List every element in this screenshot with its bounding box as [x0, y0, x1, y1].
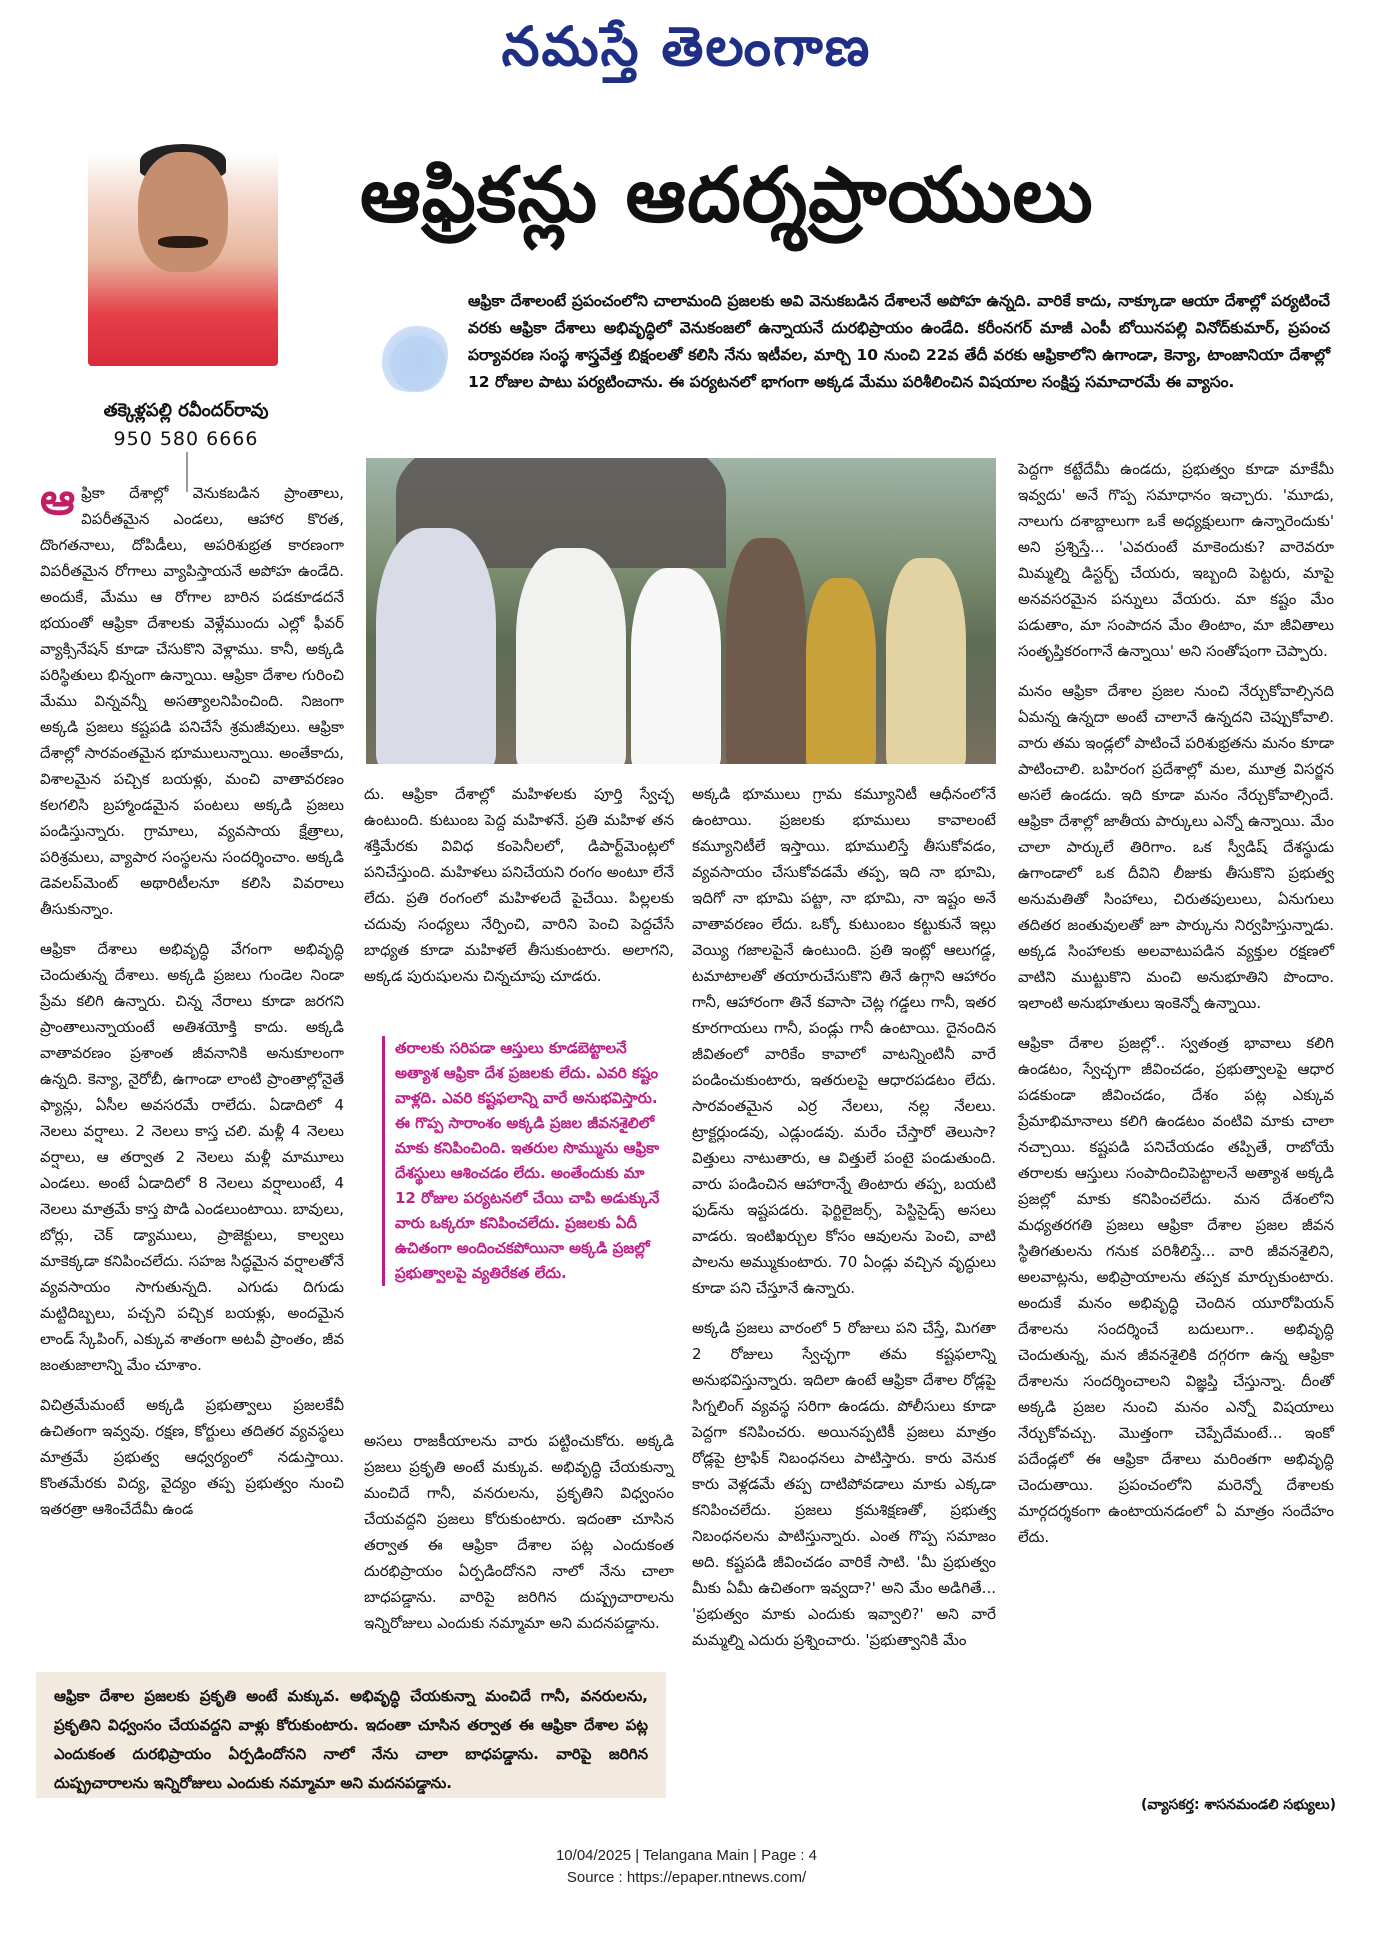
- author-phone: 950 580 6666: [113, 428, 259, 450]
- author-name: తక్కెళ్లపల్లి రవీందర్‌రావు: [103, 400, 269, 421]
- column-3: [692, 781, 996, 1667]
- highlight-box: ఆఫ్రికా దేశాల ప్రజలకు ప్రకృతి అంటే మక్కువ. అభివృద్ధి చేయకున్నా మంచిదే గానీ, వనరులను, ప్రకృతిని విధ్వంసం చేయవద్దని వాళ్లు కోరుకుంటారు. ఇదంతా చూసిన తర్వాత ఈ ఆఫ్రికా దేశాల పట్ల ఎందుకంత దురభిప్రాయం ఏర్పడిందోనని నాలో నేను చాలా బాధపడ్డాను. వారిపై జరిగిన దుష్ప్రచారాలను ఇన్నిరోజులు ఎందుకు నమ్మామా అని మదనపడ్డాను.: [36, 1672, 666, 1798]
- author-photo: [88, 128, 278, 366]
- drop-cap: ఆ: [40, 474, 76, 525]
- article-photo: [366, 458, 996, 764]
- paragraph: దు. ఆఫ్రికా దేశాల్లో మహిళలకు పూర్తి స్వేచ్ఛ ఉంటుంది. కుటుంబ పెద్ద మహిళనే. ప్రతి మహిళ తన శక్తిమేరకు వివిధ కంపెనీలలో, డిపార్ట్‌మెంట్లలో పనిచేస్తుంది. మహిళలు పనిచేయని రంగం అంటూ లేనే లేదు. ప్రతి రంగంలో మహిళలదే పైచేయి. పిల్లలకు చదువు సంధ్యలు నేర్పించి, వారిని పెంచి పెద్దచేసే బాధ్యత కూడా మహిళలే తీసుకుంటారు. అలాగని, అక్కడ పురుషులను చిన్నచూపు చూడరు.: [364, 785, 674, 985]
- column-2-top: [364, 781, 674, 1003]
- person-figure: [516, 548, 626, 764]
- person-figure: [886, 558, 966, 764]
- column-4: [1018, 456, 1334, 1564]
- article-intro: ఆఫ్రికా దేశాలంటే ప్రపంచంలోని చాలామంది ప్రజలకు అవి వెనుకబడిన దేశాలనే అపోహ ఉన్నది. వారికే కాదు, నాక్కూడా ఆయా దేశాల్లో పర్యటించే వరకు ఆఫ్రికా దేశాలు అభివృద్ధిలో వెనుకంజలో ఉన్నాయనే దురభిప్రాయం ఉండేది. కరీంనగర్ మాజీ ఎంపీ బోయినపల్లి వినోద్‌కుమార్, ప్రపంచ పర్యావరణ సంస్థ శాస్త్రవేత్త బిక్షంలతో కలిసి నేను ఇటీవల, మార్చి 10 నుంచి 22వ తేదీ వరకు ఆఫ్రికాలోని ఉగాండా, కెన్యా, టాంజానియా దేశాల్లో 12 రోజుల పాటు పర్యటించాను. ఈ పర్యటనలో భాగంగా అక్కడ మేము పరిశీలించిన విషయాల సంక్షిప్త సమాచారమే ఈ వ్యాసం.: [468, 292, 1330, 391]
- page-footer: [0, 1845, 1373, 1889]
- paragraph: ఆఫ్రికా దేశాలు అభివృద్ధి వేగంగా అభివృద్ధి చెందుతున్న దేశాలు. అక్కడి ప్రజలు గుండెల నిండా ప్రేమ కలిగి ఉన్నారు. చిన్న నేరాలు కూడా జరగని ప్రాంతాలున్నాయంటే అతిశయోక్తి కాదు. అక్కడి వాతావరణం ప్రశాంత జీవనానికి అనుకూలంగా ఉన్నది. కెన్యా, నైరోబీ, ఉగాండా లాంటి ప్రాంతాల్లోనైతే ఫ్యాన్లు, ఏసీల అవసరమే రాలేదు. ఏడాదిలో 4 నెలలు వర్షాలు. 2 నెలలు కాస్త చలి. మళ్లీ 4 నెలలు వర్షాలు, ఆ తర్వాత 2 నెలలు మళ్లీ మామూలు ఎండలు. అంటే ఏడాదిలో 8 నెలలు వర్షాలుంటే, 4 నెలలు మాత్రమే కాస్త పొడి ఎండలుంటాయి. బావులు, బోర్లు, చెక్ డ్యాములు, ప్రాజెక్టులు, కాల్వలు మాకెక్కడా కనిపించలేదు. సహజ సిద్ధమైన వర్షాలతోనే వ్యవసాయం సాగుతున్నది. ఎగుడు దిగుడు మట్టిదిబ్బలు, పచ్చని పచ్చిక బయళ్లు, అందమైన లాండ్ స్కేపింగ్, ఎక్కువ శాతంగా అటవీ ప్రాంతం, జీవ జంతుజాలాన్ని మేం చూశాం.: [40, 940, 344, 1374]
- masthead-logo: నమస్తే తెలంగాణ: [501, 14, 872, 78]
- footer-date-line: 10/04/2025 | Telangana Main | Page : 4: [555, 1847, 818, 1864]
- paragraph: అసలు రాజకీయాలను వారు పట్టించుకోరు. అక్కడి ప్రజలు ప్రకృతి అంటే మక్కువ. అభివృద్ధి చేయకున్నా మంచిదే గానీ, వనరులను, ప్రకృతిని విధ్వంసం చేయవద్దని ప్రజలు కోరుకుంటారు. ఇదంతా చూసిన తర్వాత ఈ ఆఫ్రికా దేశాల పట్ల ఎందుకంత దురభిప్రాయం ఏర్పడిందోనని నాలో నేను చాలా బాధపడ్డాను. వారిపై జరిగిన దుష్ప్రచారాలను ఇన్నిరోజులు ఎందుకు నమ్మామా అని మదనపడ్డాను.: [364, 1432, 674, 1632]
- column-1: [40, 474, 344, 1536]
- person-figure: [726, 538, 806, 764]
- article-headline: ఆఫ్రికన్లు ఆదర్శప్రాయులు: [360, 150, 1094, 239]
- writer-note: (వ్యాసకర్త: శాసనమండలి సభ్యులు): [1141, 1797, 1336, 1813]
- person-figure: [376, 528, 496, 764]
- column-2-bottom: [364, 1428, 674, 1650]
- person-figure: [806, 578, 876, 764]
- paragraph: అక్కడి భూములు గ్రామ కమ్యూనిటీ ఆధీనంలోనే ఉంటాయి. ప్రజలకు భూములు కావాలంటే కమ్యూనిటీలే ఇస్తాయి. భూములిస్తే తీసుకోవడం, వ్యవసాయం చేసుకోవడమే తప్ప, ఇది నా భూమి, ఇదిగో నా భూమి పట్టా, నా భూమి, నా ఇష్టం అనే వాతావరణం లేదు. ఒక్కో కుటుంబం కట్టుకునే ఇల్లు వెయ్యి గజాలపైనే ఉంటుంది. ప్రతి ఇంట్లో ఆలుగడ్డ, టమాటాలతో తయారుచేసుకొని తినే ఉగ్గాని ఆహారం గానీ, ఆహారంగా తినే కవాసా చెట్ల గడ్డలు గానీ, ఇతర కూరగాయలు గానీ, పండ్లు గానీ ఉంటాయి. దైనందిన జీవితంలో వారికేం కావాలో వాటన్నింటినీ వారే పండించుకుంటారు, ఇతరులపై ఆధారపడటం లేదు. సారవంతమైన ఎర్ర నేలలు, నల్ల నేలలు. ట్రాక్టర్లుండవు, ఎడ్లుండవు. మరేం చేస్తారో తెలుసా? విత్తులు నాటుతారు, ఆ విత్తులే పంటై పండుతుంది. వారు పండించిన ఆహారాన్నే తింటారు తప్ప, బయటి ఫుడ్‌ను ఇష్టపడరు. ఫెర్టిలైజర్స్, పెస్టిసైడ్స్ అసలు వాడరు. ఇంటిఖర్చుల కోసం ఆవులను పెంచి, వాటి పాలను అమ్ముకుంటారు. 70 ఏండ్లు వచ్చిన వృద్ధులు కూడా పని చేస్తూనే ఉన్నారు.: [692, 785, 996, 1297]
- paragraph: పెద్దగా కట్టేదేమీ ఉండదు, ప్రభుత్వం కూడా మాకేమీ ఇవ్వదు' అనే గొప్ప సమాధానం ఇచ్చారు. 'మూడు, నాలుగు దశాబ్దాలుగా ఒకే అధ్యక్షులుగా ఉన్నారెందుకు' అని ప్రశ్నిస్తే... 'ఎవరుంటే మాకెందుకు? వారెవరూ మిమ్మల్ని డిస్టర్బ్ చేయరు, ఇబ్బంది పెట్టరు, మాపై అనవసరమైన పన్నులు వేయరు. మా కష్టం మేం పడుతాం, మా సంపాదన మేం తింటాం, మా జీవితాలు సంతృప్తికరంగానే ఉన్నాయి' అని సంతోషంగా చెప్పారు.: [1018, 460, 1334, 660]
- author-face: [138, 152, 228, 272]
- paragraph: అక్కడి ప్రజలు వారంలో 5 రోజులు పని చేస్తే, మిగతా 2 రోజులు స్వేచ్ఛగా తమ కష్టఫలాన్ని అనుభవిస్తున్నారు. ఇదిలా ఉంటే ఆఫ్రికా దేశాల రోడ్లపై సిగ్నలింగ్ వ్యవస్థ సరిగా ఉండదు. పోలీసులు కూడా పెద్దగా కనిపించరు. అయినప్పటికీ ప్రజలు మాత్రం రోడ్లపై ట్రాఫిక్ నిబంధనలు పాటిస్తారు. కారు వెనుక కారు వెళ్లడమే తప్ప దాటిపోవడాలు మాకు ఎక్కడా కనిపించలేదు. ప్రజలు క్రమశిక్షణతో, ప్రభుత్వ నిబంధనలను పాటిస్తున్నారు. ఎంత గొప్ప సమాజం అది. కష్టపడి జీవించడం వారికే సాటి. 'మీ ప్రభుత్వం మీకు ఏమీ ఉచితంగా ఇవ్వదా?' అని మేం అడిగితే... 'ప్రభుత్వం మాకు ఎందుకు ఇవ్వాలి?' అని వారే మమ్మల్ని ఎదురు ప్రశ్నించారు. 'ప్రభుత్వానికి మేం: [692, 1319, 996, 1649]
- footer-source-link[interactable]: Source : https://epaper.ntnews.com/: [566, 1869, 807, 1886]
- person-figure: [631, 568, 721, 764]
- paragraph: ఆఫ్రికా దేశాల ప్రజల్లో.. స్వతంత్ర భావాలు కలిగి ఉండటం, స్వేచ్ఛగా జీవించడం, ప్రభుత్వాలపై ఆధార పడకుండా జీవించడం, దేశం పట్ల ఎక్కువ ప్రేమాభిమానాలు కలిగి ఉండటం వంటివి మాకు చాలా నచ్చాయి. కష్టపడి పనిచేయడం తప్పితే, రాబోయే తరాలకు ఆస్తులు సంపాదించిపెట్టాలనే అత్యాశ అక్కడి ప్రజల్లో మాకు కనిపించలేదు. మన దేశంలోని మధ్యతరగతి ప్రజలు ఆఫ్రికా దేశాల ప్రజల జీవన స్థితిగతులను గనుక పరిశీలిస్తే... వారి జీవనశైలిని, అలవాట్లను, అభిప్రాయాలను తప్పక మార్చుకుంటారు. అందుకే మనం అభివృద్ధి చెందిన యూరోపియన్ దేశాలను సందర్శించే బదులుగా.. అభివృద్ధి చెందుతున్న, మన జీవనశైలికి దగ్గరగా ఉన్న ఆఫ్రికా దేశాలను సందర్శించాలని విజ్ఞప్తి చేస్తున్నా. దీంతో అక్కడి ప్రజల నుంచి మనం ఎన్నో విషయాలు నేర్చుకోవచ్చు. మొత్తంగా చెప్పేదేమంటే... ఇంకో పదేండ్లలో ఈ ఆఫ్రికా దేశాలు మరింతగా అభివృద్ధి చెందుతాయి. ప్రపంచంలోని మరెన్నో దేశాలకు మార్గదర్శకంగా ఉంటాయనడంలో ఏ మాత్రం సందేహం లేదు.: [1018, 1034, 1334, 1546]
- pull-quote: తరాలకు సరిపడా ఆస్తులు కూడబెట్టాలనే అత్యాశ ఆఫ్రికా దేశ ప్రజలకు లేదు. ఎవరి కష్టం వాళ్లది. ఎవరి కష్టఫలాన్ని వారే అనుభవిస్తారు. ఈ గొప్ప సారాంశం అక్కడి ప్రజల జీవనశైలిలో మాకు కనిపించింది. ఇతరుల సొమ్మును ఆఫ్రికా దేశస్థులు ఆశించడం లేదు. అంతేందుకు మా 12 రోజుల పర్యటనలో చేయి చాపి అడుక్కునే వారు ఒక్కరూ కనిపించలేదు. ప్రజలకు ఏదీ ఉచితంగా అందించకపోయినా అక్కడి ప్రజల్లో ప్రభుత్వాలపై వ్యతిరేకత లేదు.: [382, 1036, 662, 1286]
- decorative-circle-icon: [390, 336, 446, 392]
- paragraph: మనం ఆఫ్రికా దేశాల ప్రజల నుంచి నేర్చుకోవాల్సినది ఏమన్న ఉన్నదా అంటే చాలానే ఉన్నదని చెప్పుకోవాలి. వారు తమ ఇండ్లలో పాటించే పరిశుభ్రతను మనం కూడా పాటించాలి. బహిరంగ ప్రదేశాల్లో మల, మూత్ర విసర్జన అసలే ఉండదు. ఇది కూడా మనం నేర్చుకోవాల్సిందే. ఆఫ్రికా దేశాల్లో జాతీయ పార్కులు ఎన్నో ఉన్నాయి. మేం చాలా పార్కులే తిరిగాం. ఒక స్వీడిష్ దేశస్థుడు ఉగాండాలో ఒక దీవిని లీజుకు తీసుకొని ప్రభుత్వ అనుమతితో సింహాలు, చిరుతపులులు, ఏనుగులు తదితర జంతువులతో జూ పార్కును నిర్వహిస్తున్నాడు. అక్కడ సింహాలకు అలవాటుపడిన వ్యక్తుల రక్షణలో వాటిని ముట్టుకొని మంచి అనుభూతిని పొందాం. ఇలాంటి అనుభూతులు ఇంకెన్నో ఉన్నాయి.: [1018, 682, 1334, 1012]
- paragraph: ఫ్రికా దేశాల్లో వెనుకబడిన ప్రాంతాలు, విపరీతమైన ఎండలు, ఆహార కొరత, దొంగతనాలు, దోపిడీలు, అపరిశుభ్రత కారణంగా విపరీతమైన రోగాలు వ్యాపిస్తాయనే అపోహ ఉండేది. అందుకే, మేము ఆ రోగాల బారిన పడకూడదనే భయంతో ఆఫ్రికా దేశాలకు వెళ్లేముందు ఎల్లో ఫీవర్ వ్యాక్సినేషన్ కూడా చేసుకొని వెళ్లాము. కానీ, అక్కడి పరిస్థితులు భిన్నంగా ఉన్నాయి. ఆఫ్రికా దేశాల గురించి మేము విన్నవన్నీ అసత్యాలనిపించింది. నిజంగా అక్కడి ప్రజలు కష్టపడి పనిచేసే శ్రమజీవులు. ఆఫ్రికా దేశాల్లో సారవంతమైన భూములున్నాయి. అంతేకాదు, విశాలమైన పచ్చిక బయళ్లు, మంచి వాతావరణం కలగలిసి బ్రహ్మాండమైన పంటలు అక్కడి ప్రజలు పండిస్తున్నారు. గ్రామాలు, వ్యవసాయ క్షేత్రాలు, పరిశ్రమలు, వ్యాపార సంస్థలను సందర్శించాం. అక్కడి డెవలప్‌మెంట్ అథారిటీలనూ కలిసి వివరాలు తీసుకున్నాం.: [40, 484, 344, 918]
- paragraph: విచిత్రమేమంటే అక్కడి ప్రభుత్వాలు ప్రజలకేవీ ఉచితంగా ఇవ్వవు. రక్షణ, కోర్టులు తదితర వ్యవస్థలు మాత్రమే ప్రభుత్వ ఆధ్వర్యంలో నడుస్తాయి. కొంతమేరకు విద్య, వైద్యం తప్ప ప్రభుత్వం నుంచి ఇతరత్రా ఆశించేదేమీ ఉండ: [40, 1396, 344, 1518]
- author-mustache: [158, 236, 208, 248]
